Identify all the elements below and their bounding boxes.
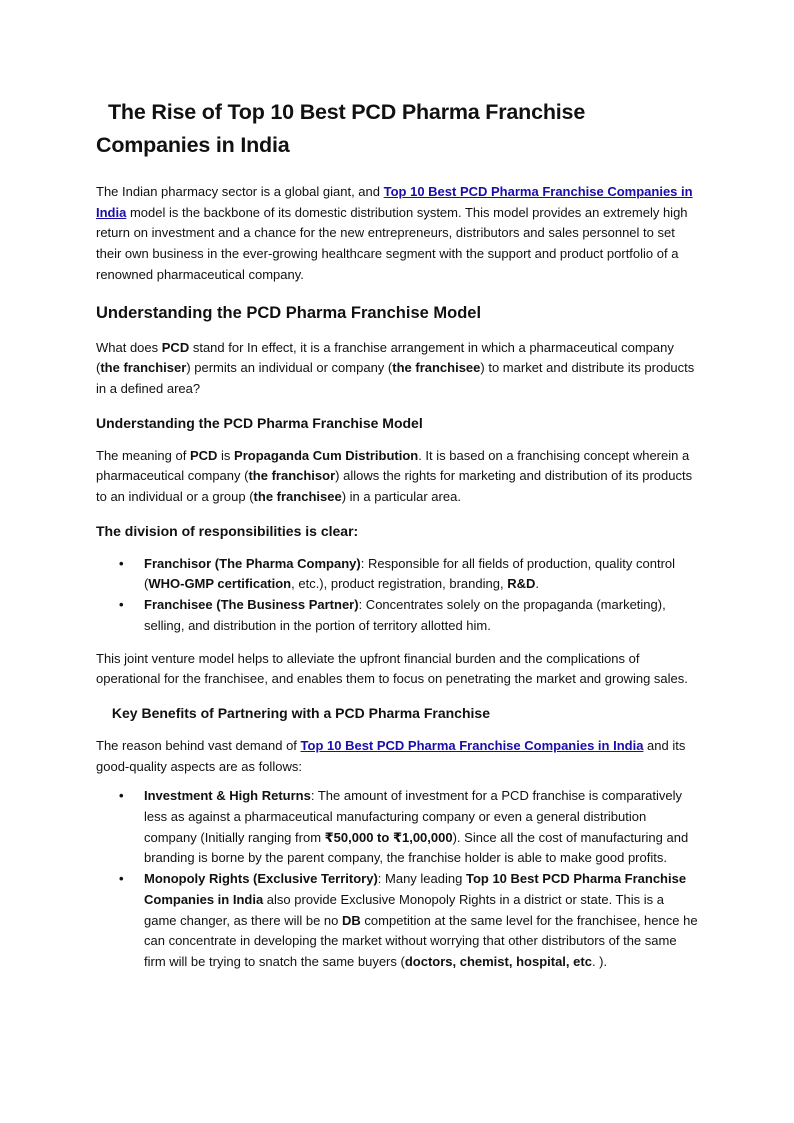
bold-text: Propaganda Cum Distribution [234,447,419,463]
text: stand for In effect, it is a franchise arrangement in which a pharmaceutical company ( [96,339,674,376]
bold-text: the franchisor [248,468,336,484]
text: , etc.), product registration, branding, [291,576,508,592]
text: The Indian pharmacy sector is a global giant, and [96,184,384,199]
pcd-definition-paragraph [96,338,698,400]
text: is [217,447,235,463]
bold-text: the franchiser [100,360,187,376]
bold-text: PCD [189,447,218,463]
text: : The amount of investment for a PCD franchise is comparatively less as against a pharmaceutical manufacturing company or even a general distribution company (Initially ranging from [144,788,683,845]
bold-text: the franchisee [392,360,481,376]
text: ) allows the rights for marketing and distribution of its products to an individual or a group ( [96,468,693,505]
top10-link-2[interactable]: Top 10 Best PCD Pharma Franchise Companies in India [300,737,644,753]
text: ) permits an individual or company ( [186,360,393,376]
list-item [144,554,698,595]
text: What does [96,339,162,355]
benefits-list [96,786,698,972]
text: : Concentrates solely on the propaganda (marketing), selling, and distribution in the portion of territory allotted him. [144,597,666,633]
top10-link[interactable]: Top 10 Best PCD Pharma Franchise Companies in India [96,184,693,220]
section-heading-pcd-model: Understanding the PCD Pharma Franchise Model [96,303,482,322]
text: : Many leading [377,871,466,887]
subheading-key-benefits [96,703,698,723]
page-title-text: The Rise of Top 10 Best PCD Pharma Franchise Companies in India [96,100,586,157]
bold-text: ₹50,000 to ₹1,00,000 [324,829,453,845]
text: ). Since all the cost of manufacturing and branding is borne by the parent company, the franchise holder is able to make good profits. [144,829,689,866]
bold-text: DB [342,912,361,928]
bold-text: doctors, chemist, hospital, etc [404,953,592,969]
text: competition at the same level for the franchisee, hence he can concentrate in developing the market without worrying that other distributors of the same firm will be trying to snatch the same buyers ( [144,912,698,969]
responsibilities-list [96,554,698,637]
bold-text: Franchisor (The Pharma Company) [144,555,361,571]
subheading-pcd-model: Understanding the PCD Pharma Franchise Model [96,414,423,431]
bold-text: the franchisee [253,489,342,505]
text: . It is based on a franchising concept wherein a pharmaceutical company ( [96,447,690,484]
text: ) to market and distribute its products in a defined area? [96,360,695,396]
joint-venture-paragraph: This joint venture model helps to alleviate the upfront financial burden and the complications of operational for the franchisee, and enables them to focus on penetrating the market and growing sales. [96,650,688,687]
text: . [535,576,539,592]
text: . ). [591,953,608,969]
bold-text: R&D [507,576,536,592]
text: The meaning of [96,447,190,463]
bold-text: Investment & High Returns [144,788,311,804]
text: : Responsible for all fields of production, quality control ( [144,555,676,592]
bold-text: Monopoly Rights (Exclusive Territory) [144,871,378,887]
text: model is the backbone of its domestic distribution system. This model provides an extremely high return on investment and a chance for the new entrepreneurs, distributors and sales personnel to set their own business in the ever-growing healthcare segment with the support and product portfolio of a renowned pharmaceutical company. [96,204,688,282]
text: The reason behind vast demand of [96,737,301,753]
bold-text: WHO-GMP certification [148,576,292,592]
benefits-intro-paragraph [96,736,698,777]
list-item [144,595,698,636]
bold-text: PCD [161,339,190,355]
heading-text: Key Benefits of Partnering with a PCD Pharma Franchise [108,704,490,721]
intro-paragraph [96,182,698,286]
pcd-meaning-paragraph [96,446,698,508]
page-title [96,96,698,162]
text: and its good-quality aspects are as follows: [96,737,686,774]
text: ) in a particular area. [341,489,461,505]
subheading-responsibilities: The division of responsibilities is clear: [96,522,359,539]
bold-text: Franchisee (The Business Partner) [144,597,359,613]
document-page [96,96,698,985]
text: also provide Exclusive Monopoly Rights in a district or state. This is a game changer, as there will be no [144,891,664,928]
bold-text: Top 10 Best PCD Pharma Franchise Companies in India [144,871,687,907]
list-item [144,869,698,973]
list-item [144,786,698,869]
